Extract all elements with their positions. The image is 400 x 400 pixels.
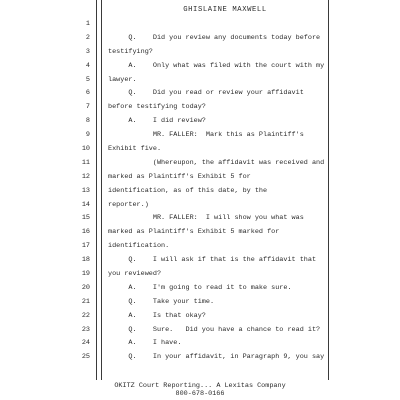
transcript-line [0, 337, 400, 351]
line-text: Q. Sure. Did you have a chance to read it? [108, 325, 321, 334]
line-number: 18 [81, 256, 90, 265]
transcript-line [0, 268, 400, 282]
transcript-line [0, 240, 400, 254]
line-number: 7 [85, 103, 90, 112]
line-text: marked as Plaintiff's Exhibit 5 marked for [108, 228, 280, 237]
transcript-line [0, 185, 400, 199]
transcript-line [0, 296, 400, 310]
line-number: 5 [85, 75, 90, 84]
line-text: Exhibit five. [108, 145, 162, 154]
line-number: 14 [81, 200, 90, 209]
line-text: marked as Plaintiff's Exhibit 5 for [108, 172, 251, 181]
line-text: you reviewed? [108, 270, 162, 279]
transcript-line [0, 60, 400, 74]
transcript-line [0, 129, 400, 143]
transcript-lines [0, 18, 400, 365]
line-text: reporter.) [108, 200, 149, 209]
line-text: lawyer. [108, 75, 137, 84]
transcript-line [0, 87, 400, 101]
transcript-line [0, 351, 400, 365]
transcript-line [0, 101, 400, 115]
line-text: MR. FALLER: I will show you what was [108, 214, 304, 223]
footer-company: OKITZ Court Reporting... A Lexitas Company [114, 382, 286, 390]
line-number: 16 [81, 228, 90, 237]
transcript-line [0, 115, 400, 129]
line-text: A. I'm going to read it to make sure. [108, 283, 292, 292]
line-number: 3 [85, 47, 90, 56]
page-header-witness: GHISLAINE MAXWELL [183, 6, 267, 14]
line-text: (Whereupon, the affidavit was received and [108, 158, 325, 167]
line-number: 11 [81, 158, 90, 167]
transcript-line [0, 74, 400, 88]
transcript-line [0, 199, 400, 213]
line-text: A. I did review? [108, 117, 206, 126]
line-number: 24 [81, 339, 90, 348]
line-number: 17 [81, 242, 90, 251]
line-text: Q. Take your time. [108, 297, 215, 306]
transcript-line [0, 143, 400, 157]
line-text: testifying? [108, 47, 153, 56]
line-number: 22 [81, 311, 90, 320]
line-text: before testifying today? [108, 103, 206, 112]
transcript-line [0, 324, 400, 338]
line-text: identification, as of this date, by the [108, 186, 268, 195]
transcript-line [0, 32, 400, 46]
line-text: A. Only what was filed with the court with my [108, 61, 325, 70]
line-number: 10 [81, 145, 90, 154]
line-text: Q. I will ask if that is the affidavit that [108, 256, 317, 265]
line-text: A. Is that okay? [108, 311, 206, 320]
line-number: 12 [81, 172, 90, 181]
transcript-line [0, 226, 400, 240]
transcript-line [0, 157, 400, 171]
transcript-line [0, 171, 400, 185]
line-number: 20 [81, 283, 90, 292]
footer-phone: 800-678-0166 [175, 390, 225, 398]
line-text: MR. FALLER: Mark this as Plaintiff's [108, 131, 304, 140]
transcript-line [0, 254, 400, 268]
line-number: 9 [85, 131, 90, 140]
line-text: identification. [108, 242, 170, 251]
line-text: Q. Did you review any documents today before [108, 33, 321, 42]
transcript-line [0, 18, 400, 32]
transcript-line [0, 282, 400, 296]
line-number: 6 [85, 89, 90, 98]
line-number: 19 [81, 270, 90, 279]
line-number: 8 [85, 117, 90, 126]
line-text: A. I have. [108, 339, 182, 348]
line-text: Q. In your affidavit, in Paragraph 9, you say [108, 353, 325, 362]
line-number: 2 [85, 33, 90, 42]
line-number: 4 [85, 61, 90, 70]
line-text: Q. Did you read or review your affidavit [108, 89, 304, 98]
line-number: 13 [81, 186, 90, 195]
line-number: 23 [81, 325, 90, 334]
line-number: 21 [81, 297, 90, 306]
line-number: 1 [85, 20, 90, 28]
transcript-line [0, 310, 400, 324]
transcript-line [0, 212, 400, 226]
transcript-line [0, 46, 400, 60]
line-number: 25 [81, 353, 90, 362]
line-number: 15 [81, 214, 90, 223]
